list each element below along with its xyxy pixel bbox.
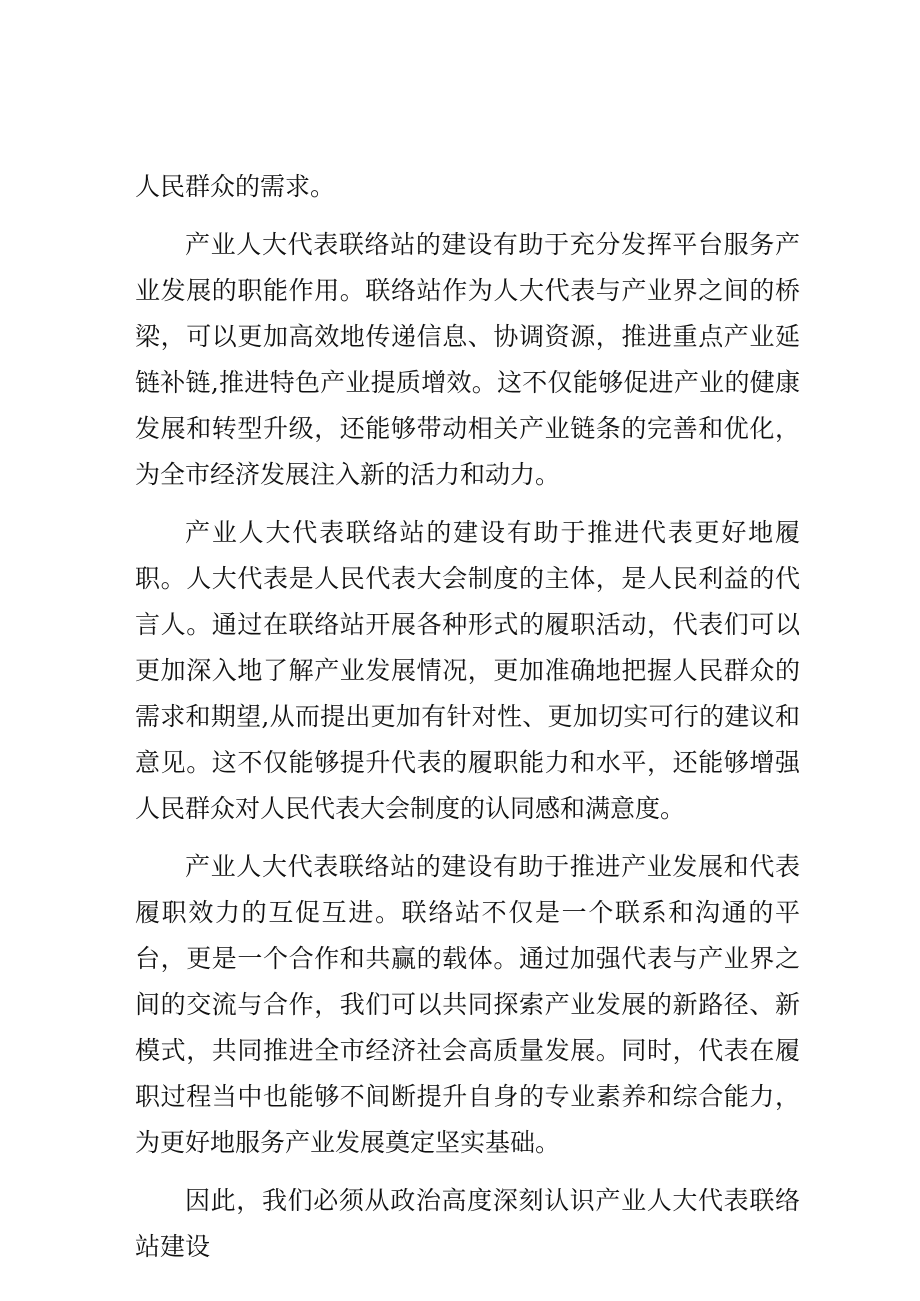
paragraph-representative-duty: 产业人大代表联络站的建设有助于推进代表更好地履职。人大代表是人民代表大会制度的主体，是人民利益的代言人。通过在联络站开展各种形式的履职活动，代表们可以更加深入地了解产业发展情况，更加准确地把握人民群众的需求和期望,从而提出更加有针对性、更加切实可行的建议和意见。这不仅能够提升代表的履职能力和水平，还能够增强人民群众对人民代表大会制度的认同感和满意度。 bbox=[135, 518, 800, 823]
document-body bbox=[135, 164, 800, 1270]
paragraph-mutual-promotion: 产业人大代表联络站的建设有助于推进产业发展和代表履职效力的互促互进。联络站不仅是一个联系和沟通的平台，更是一个合作和共赢的载体。通过加强代表与产业界之间的交流与合作，我们可以共同探索产业发展的新路径、新模式，共同推进全市经济社会高质量发展。同时，代表在履职过程当中也能够不间断提升自身的专业素养和综合能力，为更好地服务产业发展奠定坚实基础。 bbox=[135, 852, 800, 1157]
paragraph-conclusion: 因此，我们必须从政治高度深刻认识产业人大代表联络站建设 bbox=[135, 1186, 800, 1261]
paragraph-continuation: 人民群众的需求。 bbox=[135, 172, 336, 201]
paragraph-platform-role: 产业人大代表联络站的建设有助于充分发挥平台服务产业发展的职能作用。联络站作为人大代表与产业界之间的桥梁，可以更加高效地传递信息、协调资源，推进重点产业延链补链,推进特色产业提质增效。这不仅能够促进产业的健康发展和转型升级，还能够带动相关产业链条的完善和优化，为全市经济发展注入新的活力和动力。 bbox=[135, 230, 800, 489]
